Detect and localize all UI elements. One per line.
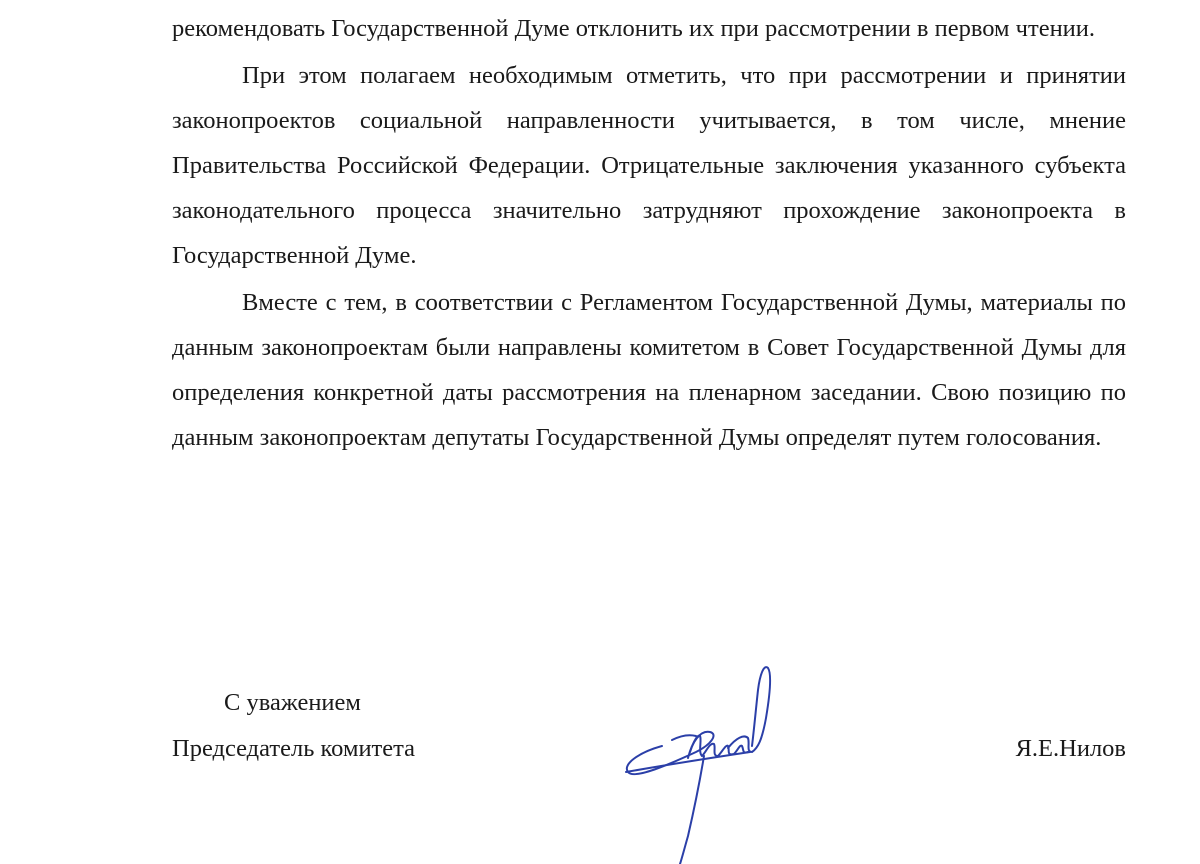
signer-position: Председатель комитета	[172, 735, 416, 762]
signer-name: Я.Е.Нилов	[1015, 735, 1126, 762]
paragraph-government-opinion: При этом полагаем необходимым отметить, что при рассмотрении и принятии законопроектов социальной направленности учитывается, в том числе, мнение Правительства Российской Федерации. Отрицательные заключения указанного субъекта законодательного процесса значительно затрудняют прохождение законопроекта в Государственной Думе.	[172, 62, 1126, 269]
letter-body	[172, 6, 1126, 462]
closing-salutation: С уважением	[224, 689, 361, 716]
handwritten-signature	[600, 660, 800, 864]
paragraph-regulation: Вместе с тем, в соответствии с Регламентом Государственной Думы, материалы по данным законопроектам были направлены комитетом в Совет Государственной Думы для определения конкретной даты рассмотрения на пленарном заседании. Свою позицию по данным законопроектам депутаты Государственной Думы определят путем голосования.	[172, 289, 1126, 451]
paragraph-continuation: рекомендовать Государственной Думе отклонить их при рассмотрении в первом чтении.	[172, 15, 1096, 42]
